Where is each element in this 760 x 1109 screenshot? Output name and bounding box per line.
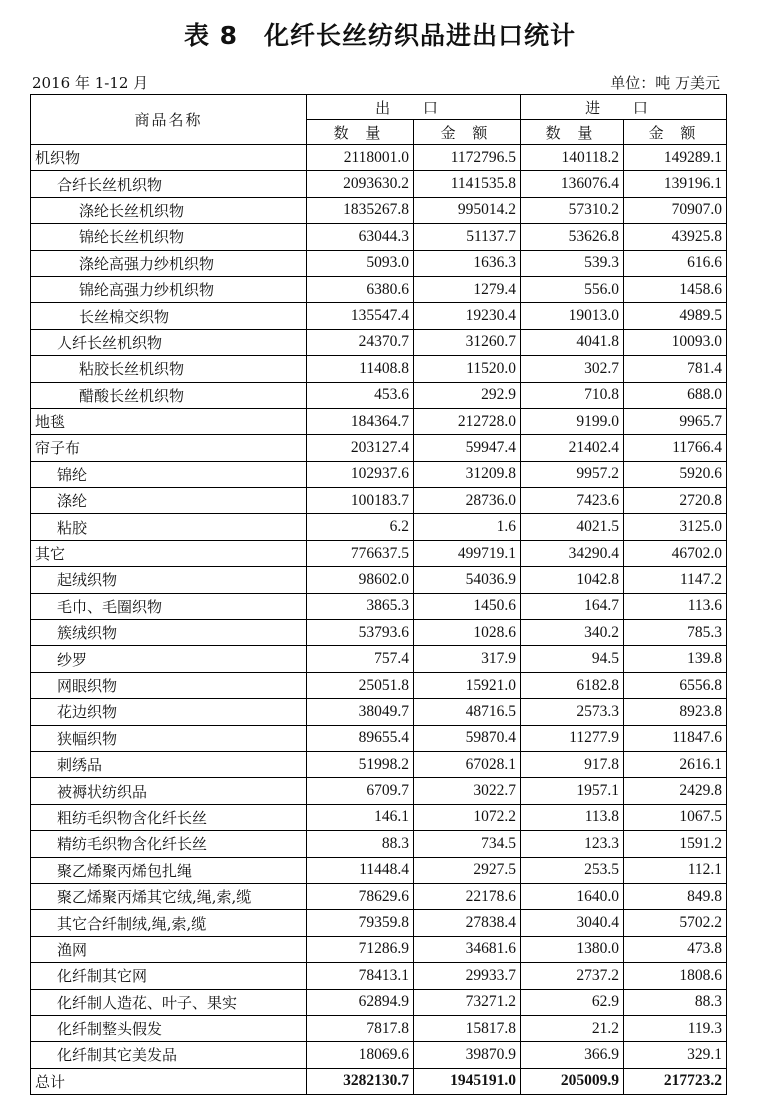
export-quantity-cell: 63044.3: [307, 224, 414, 250]
export-amount-cell: 51137.7: [414, 224, 521, 250]
import-amount-cell: 5920.6: [624, 461, 727, 487]
export-amount-cell: 31209.8: [414, 461, 521, 487]
import-amount-cell: 2429.8: [624, 778, 727, 804]
product-name-cell: 网眼织物: [31, 672, 307, 698]
product-name-cell: 聚乙烯聚丙烯其它绒,绳,索,缆: [31, 883, 307, 909]
export-amount-cell: 1279.4: [414, 276, 521, 302]
export-quantity-cell: 146.1: [307, 804, 414, 830]
table-title: [0, 16, 760, 52]
export-amount-cell: 11520.0: [414, 356, 521, 382]
import-amount-cell: 43925.8: [624, 224, 727, 250]
export-amount-cell: 1028.6: [414, 620, 521, 646]
export-amount-cell: 1450.6: [414, 593, 521, 619]
import-quantity-cell: 205009.9: [521, 1068, 624, 1094]
import-quantity-cell: 7423.6: [521, 488, 624, 514]
product-name-cell: 粘胶长丝机织物: [31, 356, 307, 382]
product-name-cell: 化纤制整头假发: [31, 1015, 307, 1041]
export-amount-cell: 39870.9: [414, 1042, 521, 1068]
table-row: [31, 1042, 727, 1068]
export-quantity-cell: 38049.7: [307, 699, 414, 725]
product-name-cell: 狭幅织物: [31, 725, 307, 751]
import-amount-cell: 688.0: [624, 382, 727, 408]
product-name-cell: 化纤制其它网: [31, 963, 307, 989]
export-amount-cell: 499719.1: [414, 540, 521, 566]
product-name-cell: 机织物: [31, 145, 307, 171]
table-row: [31, 329, 727, 355]
import-quantity-cell: 34290.4: [521, 540, 624, 566]
table-row: [31, 725, 727, 751]
export-quantity-cell: 11448.4: [307, 857, 414, 883]
table-row: [31, 989, 727, 1015]
import-amount-cell: 113.6: [624, 593, 727, 619]
import-amount-cell: 70907.0: [624, 197, 727, 223]
import-amount-cell: 9965.7: [624, 408, 727, 434]
import-amount-cell: 217723.2: [624, 1068, 727, 1094]
export-amount-cell: 67028.1: [414, 751, 521, 777]
product-name-cell: 纱罗: [31, 646, 307, 672]
table-row: [31, 910, 727, 936]
import-quantity-cell: 136076.4: [521, 171, 624, 197]
table-row: [31, 488, 727, 514]
import-amount-cell: 1591.2: [624, 831, 727, 857]
header-import: 进 口: [521, 95, 727, 120]
table-row: [31, 567, 727, 593]
table-row: [31, 224, 727, 250]
export-amount-cell: 15817.8: [414, 1015, 521, 1041]
import-amount-cell: 1458.6: [624, 276, 727, 302]
import-amount-cell: 2720.8: [624, 488, 727, 514]
export-quantity-cell: 2093630.2: [307, 171, 414, 197]
export-quantity-cell: 3282130.7: [307, 1068, 414, 1094]
table-row: [31, 356, 727, 382]
table-row: [31, 804, 727, 830]
import-amount-cell: 139196.1: [624, 171, 727, 197]
import-amount-cell: 616.6: [624, 250, 727, 276]
export-amount-cell: 73271.2: [414, 989, 521, 1015]
product-name-cell: 起绒织物: [31, 567, 307, 593]
total-row: [31, 1068, 727, 1094]
import-quantity-cell: 2737.2: [521, 963, 624, 989]
import-quantity-cell: 19013.0: [521, 303, 624, 329]
export-amount-cell: 212728.0: [414, 408, 521, 434]
product-name-cell: 聚乙烯聚丙烯包扎绳: [31, 857, 307, 883]
export-amount-cell: 22178.6: [414, 883, 521, 909]
import-quantity-cell: 366.9: [521, 1042, 624, 1068]
import-quantity-cell: 4041.8: [521, 329, 624, 355]
export-amount-cell: 34681.6: [414, 936, 521, 962]
export-quantity-cell: 2118001.0: [307, 145, 414, 171]
import-quantity-cell: 340.2: [521, 620, 624, 646]
export-amount-cell: 59870.4: [414, 725, 521, 751]
export-amount-cell: 1172796.5: [414, 145, 521, 171]
table-row: [31, 963, 727, 989]
import-quantity-cell: 21402.4: [521, 435, 624, 461]
export-amount-cell: 54036.9: [414, 567, 521, 593]
export-quantity-cell: 53793.6: [307, 620, 414, 646]
export-quantity-cell: 5093.0: [307, 250, 414, 276]
product-name-cell: 花边织物: [31, 699, 307, 725]
table-body: [31, 145, 727, 1095]
export-quantity-cell: 11408.8: [307, 356, 414, 382]
product-name-cell: 刺绣品: [31, 751, 307, 777]
product-name-cell: 精纺毛织物含化纤长丝: [31, 831, 307, 857]
header-import-quantity: 数 量: [521, 120, 624, 145]
export-amount-cell: 734.5: [414, 831, 521, 857]
header-import-amount: 金 额: [624, 120, 727, 145]
import-amount-cell: 1808.6: [624, 963, 727, 989]
product-name-cell: 锦纶长丝机织物: [31, 224, 307, 250]
export-quantity-cell: 757.4: [307, 646, 414, 672]
period-label: 2016 年 1-12 月: [32, 74, 149, 92]
export-quantity-cell: 135547.4: [307, 303, 414, 329]
import-amount-cell: 112.1: [624, 857, 727, 883]
import-quantity-cell: 21.2: [521, 1015, 624, 1041]
export-quantity-cell: 203127.4: [307, 435, 414, 461]
product-name-cell: 锦纶高强力纱机织物: [31, 276, 307, 302]
product-name-cell: 涤纶: [31, 488, 307, 514]
statistics-table: [30, 94, 727, 1095]
import-quantity-cell: 9957.2: [521, 461, 624, 487]
import-quantity-cell: 164.7: [521, 593, 624, 619]
table-row: [31, 699, 727, 725]
import-amount-cell: 11766.4: [624, 435, 727, 461]
export-quantity-cell: 51998.2: [307, 751, 414, 777]
product-name-cell: 其它: [31, 540, 307, 566]
import-amount-cell: 1147.2: [624, 567, 727, 593]
export-quantity-cell: 89655.4: [307, 725, 414, 751]
import-quantity-cell: 9199.0: [521, 408, 624, 434]
table-row: [31, 408, 727, 434]
export-amount-cell: 3022.7: [414, 778, 521, 804]
export-amount-cell: 15921.0: [414, 672, 521, 698]
table-row: [31, 672, 727, 698]
import-quantity-cell: 539.3: [521, 250, 624, 276]
import-amount-cell: 781.4: [624, 356, 727, 382]
export-amount-cell: 48716.5: [414, 699, 521, 725]
product-name-cell: 化纤制其它美发品: [31, 1042, 307, 1068]
export-amount-cell: 995014.2: [414, 197, 521, 223]
product-name-cell: 毛巾、毛圈织物: [31, 593, 307, 619]
import-amount-cell: 6556.8: [624, 672, 727, 698]
export-quantity-cell: 453.6: [307, 382, 414, 408]
export-quantity-cell: 98602.0: [307, 567, 414, 593]
export-amount-cell: 1072.2: [414, 804, 521, 830]
export-quantity-cell: 776637.5: [307, 540, 414, 566]
export-amount-cell: 1636.3: [414, 250, 521, 276]
product-name-cell: 醋酸长丝机织物: [31, 382, 307, 408]
unit-label: 单位：吨 万美元: [610, 74, 720, 92]
import-quantity-cell: 1042.8: [521, 567, 624, 593]
export-amount-cell: 59947.4: [414, 435, 521, 461]
table-row: [31, 620, 727, 646]
import-amount-cell: 3125.0: [624, 514, 727, 540]
import-amount-cell: 2616.1: [624, 751, 727, 777]
product-name-cell: 人纤长丝机织物: [31, 329, 307, 355]
table-header: [31, 95, 727, 145]
product-name-cell: 涤纶高强力纱机织物: [31, 250, 307, 276]
export-quantity-cell: 88.3: [307, 831, 414, 857]
table-row: [31, 936, 727, 962]
export-quantity-cell: 71286.9: [307, 936, 414, 962]
import-amount-cell: 4989.5: [624, 303, 727, 329]
import-quantity-cell: 113.8: [521, 804, 624, 830]
table-title-text: 化纤长丝纺织品进出口统计: [264, 21, 577, 50]
export-amount-cell: 19230.4: [414, 303, 521, 329]
product-name-cell: 粗纺毛织物含化纤长丝: [31, 804, 307, 830]
import-amount-cell: 88.3: [624, 989, 727, 1015]
export-quantity-cell: 3865.3: [307, 593, 414, 619]
import-quantity-cell: 6182.8: [521, 672, 624, 698]
product-name-cell: 簇绒织物: [31, 620, 307, 646]
header-product-name: 商品名称: [31, 95, 307, 145]
header-export-quantity: 数 量: [307, 120, 414, 145]
table-row: [31, 145, 727, 171]
import-quantity-cell: 1957.1: [521, 778, 624, 804]
product-name-cell: 渔网: [31, 936, 307, 962]
import-amount-cell: 139.8: [624, 646, 727, 672]
export-amount-cell: 2927.5: [414, 857, 521, 883]
table-row: [31, 514, 727, 540]
import-quantity-cell: 302.7: [521, 356, 624, 382]
product-name-cell: 长丝棉交织物: [31, 303, 307, 329]
table-row: [31, 435, 727, 461]
import-amount-cell: 149289.1: [624, 145, 727, 171]
import-quantity-cell: 710.8: [521, 382, 624, 408]
export-amount-cell: 27838.4: [414, 910, 521, 936]
product-name-cell: 化纤制人造花、叶子、果实: [31, 989, 307, 1015]
table-row: [31, 593, 727, 619]
export-quantity-cell: 6709.7: [307, 778, 414, 804]
export-amount-cell: 1141535.8: [414, 171, 521, 197]
export-quantity-cell: 100183.7: [307, 488, 414, 514]
export-quantity-cell: 79359.8: [307, 910, 414, 936]
table-row: [31, 1015, 727, 1041]
import-quantity-cell: 11277.9: [521, 725, 624, 751]
export-quantity-cell: 102937.6: [307, 461, 414, 487]
import-amount-cell: 1067.5: [624, 804, 727, 830]
table-row: [31, 276, 727, 302]
table-row: [31, 883, 727, 909]
export-amount-cell: 292.9: [414, 382, 521, 408]
product-name-cell: 被褥状纺织品: [31, 778, 307, 804]
header-export-amount: 金 额: [414, 120, 521, 145]
export-quantity-cell: 78413.1: [307, 963, 414, 989]
export-quantity-cell: 25051.8: [307, 672, 414, 698]
import-quantity-cell: 57310.2: [521, 197, 624, 223]
table-row: [31, 646, 727, 672]
table-row: [31, 250, 727, 276]
export-amount-cell: 31260.7: [414, 329, 521, 355]
import-amount-cell: 473.8: [624, 936, 727, 962]
table-row: [31, 778, 727, 804]
export-quantity-cell: 184364.7: [307, 408, 414, 434]
product-name-cell: 地毯: [31, 408, 307, 434]
product-name-cell: 粘胶: [31, 514, 307, 540]
import-quantity-cell: 1380.0: [521, 936, 624, 962]
export-quantity-cell: 78629.6: [307, 883, 414, 909]
header-export: 出 口: [307, 95, 521, 120]
import-amount-cell: 849.8: [624, 883, 727, 909]
import-quantity-cell: 917.8: [521, 751, 624, 777]
import-quantity-cell: 556.0: [521, 276, 624, 302]
import-amount-cell: 329.1: [624, 1042, 727, 1068]
table-row: [31, 751, 727, 777]
import-quantity-cell: 2573.3: [521, 699, 624, 725]
export-quantity-cell: 1835267.8: [307, 197, 414, 223]
table-row: [31, 461, 727, 487]
product-name-cell: 合纤长丝机织物: [31, 171, 307, 197]
import-quantity-cell: 253.5: [521, 857, 624, 883]
import-quantity-cell: 62.9: [521, 989, 624, 1015]
import-quantity-cell: 3040.4: [521, 910, 624, 936]
export-amount-cell: 28736.0: [414, 488, 521, 514]
export-amount-cell: 1.6: [414, 514, 521, 540]
export-amount-cell: 317.9: [414, 646, 521, 672]
import-quantity-cell: 1640.0: [521, 883, 624, 909]
table-row: [31, 303, 727, 329]
export-quantity-cell: 18069.6: [307, 1042, 414, 1068]
export-quantity-cell: 7817.8: [307, 1015, 414, 1041]
import-amount-cell: 11847.6: [624, 725, 727, 751]
import-quantity-cell: 4021.5: [521, 514, 624, 540]
table-row: [31, 197, 727, 223]
table-row: [31, 831, 727, 857]
import-quantity-cell: 53626.8: [521, 224, 624, 250]
export-amount-cell: 29933.7: [414, 963, 521, 989]
import-quantity-cell: 94.5: [521, 646, 624, 672]
export-quantity-cell: 62894.9: [307, 989, 414, 1015]
import-amount-cell: 46702.0: [624, 540, 727, 566]
export-quantity-cell: 6.2: [307, 514, 414, 540]
import-amount-cell: 8923.8: [624, 699, 727, 725]
table-row: [31, 382, 727, 408]
table-row: [31, 857, 727, 883]
import-amount-cell: 119.3: [624, 1015, 727, 1041]
import-amount-cell: 785.3: [624, 620, 727, 646]
product-name-cell: 其它合纤制绒,绳,索,缆: [31, 910, 307, 936]
product-name-cell: 帘子布: [31, 435, 307, 461]
import-amount-cell: 10093.0: [624, 329, 727, 355]
product-name-cell: 总计: [31, 1068, 307, 1094]
export-amount-cell: 1945191.0: [414, 1068, 521, 1094]
import-quantity-cell: 123.3: [521, 831, 624, 857]
export-quantity-cell: 24370.7: [307, 329, 414, 355]
table-number: 表 8: [183, 21, 239, 50]
product-name-cell: 锦纶: [31, 461, 307, 487]
table-row: [31, 540, 727, 566]
export-quantity-cell: 6380.6: [307, 276, 414, 302]
import-amount-cell: 5702.2: [624, 910, 727, 936]
product-name-cell: 涤纶长丝机织物: [31, 197, 307, 223]
import-quantity-cell: 140118.2: [521, 145, 624, 171]
table-row: [31, 171, 727, 197]
